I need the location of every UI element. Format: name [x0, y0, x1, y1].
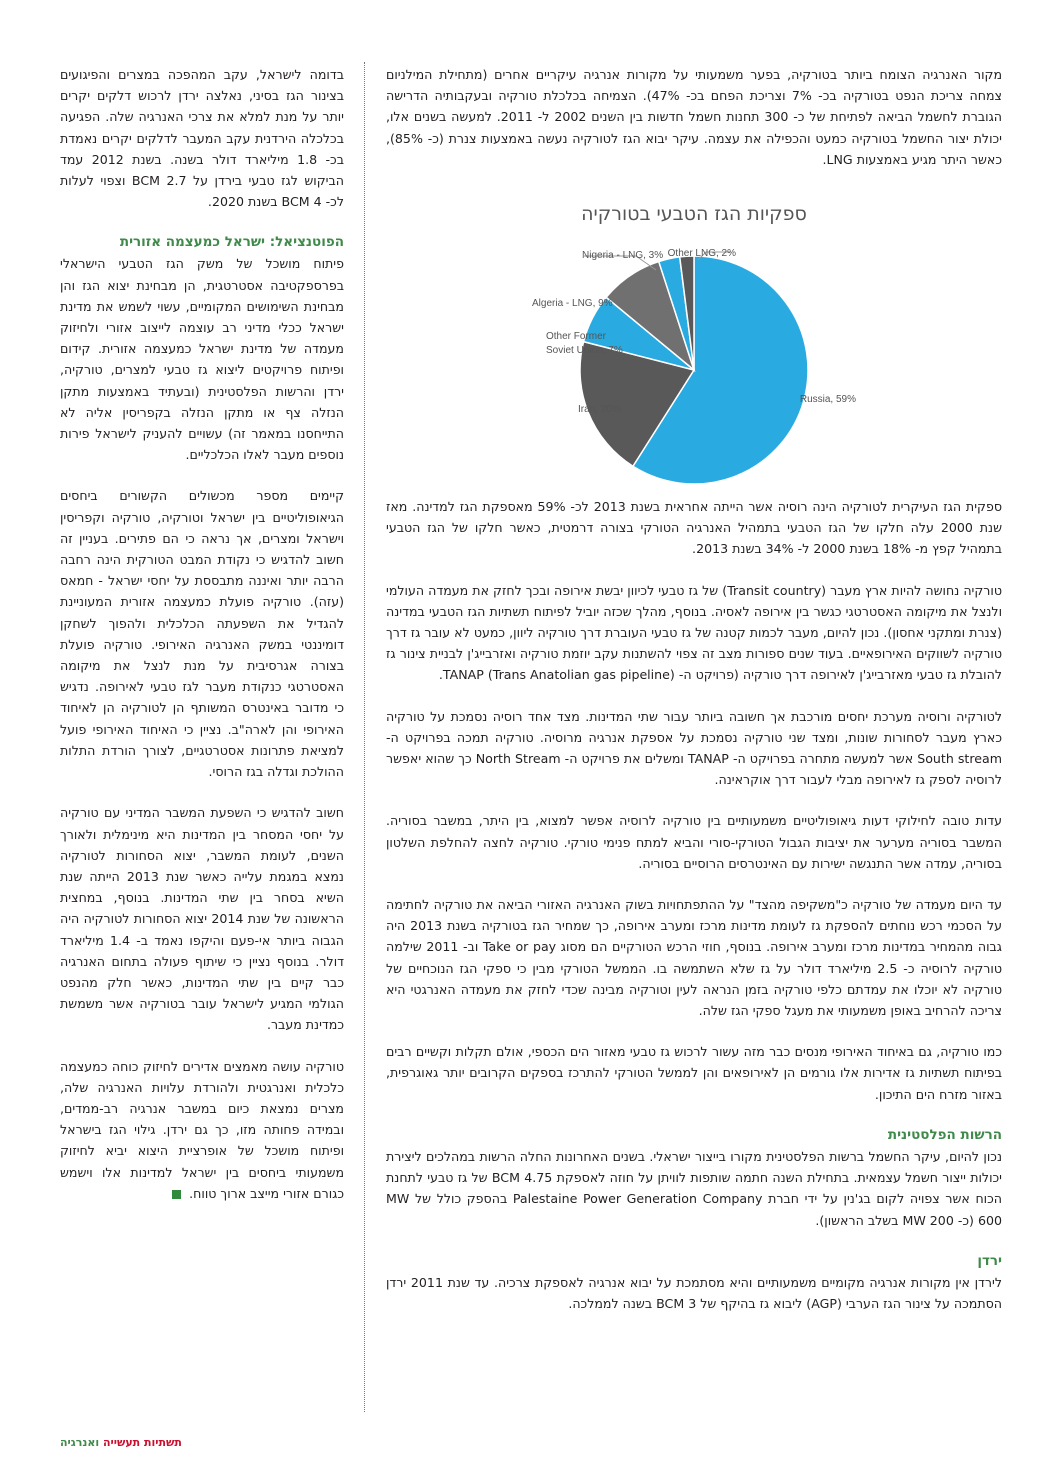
slice-label: Nigeria - LNG, 3%: [582, 250, 664, 262]
pie-chart: [386, 190, 1002, 490]
paragraph: ספקית הגז העיקרית לטורקיה הינה רוסיה אשר הייתה אחראית בשנת 2013 לכ- 59% מאספקת הגז למדינה. מאז שנת 2000 עלה חלקו של הגז הטבעי בתמהיל האנרגיה הטורקי בצורה דרמטית, כאשר חלקו של הגז הטבעי בתמהיל קפץ מ- 18% בשנת 2000 ל- 34% בשנת 2013.: [386, 499, 1002, 557]
paragraph: לירדן אין מקורות אנרגיה מקומיים משמעותיים והיא מסתמכת על יבוא אנרגיה לאספקת צרכיה. עד שנת 2011 ירדן הסתמכה על צינור הגז הערבי (AGP) ליבוא גז בהיקף של BCM 3 בשנה לממלכה.: [386, 1274, 1002, 1311]
paragraph: לטורקיה ורוסיה מערכת יחסים מורכבת אך חשובה ביותר עבור שתי המדינות. מצד אחד רוסיה נסמכת על טורקיה כארץ מעבר לסחורות שונות, ומצד שני טורקיה נסמכת על אספקת אנרגיה מרוסיה. טורקיה תמכה בפרויקט ה- South stream אשר למעשה מתחרה בפרויקט ה- TANAP ומשלים את פרויקט ה- North Stream כך שהוא יאפשר לרוסיה לספק גז לאירופה מבלי לעבור דרך אוקראינה.: [386, 708, 1002, 788]
slice-label: Iran, 20%: [578, 404, 621, 416]
column-separator: [364, 62, 365, 1412]
paragraph: קיימים מספר מכשולים הקשורים ביחסים הגיאופוליטיים בין ישראל וטורקיה, טורקיה וקפריסין וישראל ומצרים, אך נראה כי הם פתירים. בעניין זה חשוב להדגיש כי נקודת המבט הטורקית הינה רחבה הרבה יותר ואיננה מתבססת על יחסי ישראל - חמאס (עזה). טורקיה פועלת כמעצמה אזורית המעוניינת להגדיל את השפעתה הכלכלית ולהפוך לשחקן דומיננטי במשק האנרגיה האירופי. טורקיה פועלת בצורה אגרסיבית על מנת לנצל את מיקומה האסטרטגי כנקודת מעבר לגז טבעי לאירופה. נדגיש כי מדובר באינטרס המשותף הן לטורקיה הן לאיחוד האירופי והן לארה"ב. נציין כי האיחוד האירופי פועל למציאת פתרונות אסטרטגיים, לצורך הורדת התלות ההולכת וגדלה בגז הרוסי.: [60, 488, 344, 780]
section-heading-pa: הרשות הפלסטינית: [887, 1126, 1002, 1143]
paragraph: חשוב להדגיש כי השפעת המשבר המדיני עם טורקיה על יחסי המסחר בין המדינות היא מינימלית ולאורך השנים, לעומת המשבר, יצוא הסחורות לטורקיה נמצא במגמת עלייה כאשר שנת 2013 הייתה שנת השיא בסחר בין שתי המדינות. בנוסף, במחצית הראשונה של שנת 2014 יצוא הסחורות לטורקיה היה הגבוה ביותר אי-פעם והיקפו נאמד ב- 1.4 מיליארד דולר. בנוסף נציין כי שיתוף פעולה בתחום האנרגיה כבר קיים בין שתי המדינות, כאשר חלק מהנפט הגולמי המגיע לישראל עובר בטורקיה אשר משמשת כמדינת מעבר.: [60, 805, 344, 1033]
paragraph: כמו טורקיה, גם באיחוד האירופי מנסים כבר מזה עשור לרכוש גז טבעי מאזור הים הכספי, אולם תקלות וקשיים רבים בפיתוח תשתיות גז אדירות אלו גורמים הן לאירופאים והן לממשל הטורקי להתרכז בספקים הקרובים יותר גאוגרפית, באזור מזרח הים התיכון.: [386, 1044, 1002, 1102]
footer-word-2: תעשייה: [102, 1436, 141, 1449]
slice-label: Other Former Soviet Union, 7%: [546, 331, 623, 357]
chart-title: ספקיות הגז הטבעי בטורקיה: [581, 203, 807, 226]
paragraph: פיתוח מושכל של משק הגז הטבעי הישראלי בפרספקטיבה אסטרטגית, הן מבחינת יצוא הגז והן מבחינת השימושים המקומיים, עשוי לשמש את מדינת ישראל ככלי מדיני רב עוצמה לייצוב אזורי ולחיזוק מעמדה של מדינת ישראל כמעצמה אזורית. קידום ופיתוח פרויקטים ליצוא גז טבעי למצרים, טורקיה, ירדן והרשות הפלסטינית (ובעתיד באמצעות מתקן הנזלה צף או מתקן הנזלה בקפריסין אליה לא התייחסנו במאמר זה) עשויים להעניק לישראל פירות נוספים מעבר לאלו הכלכליים.: [60, 256, 344, 463]
section-heading-jordan: ירדן: [977, 1252, 1002, 1269]
paragraph: בדומה לישראל, עקב המהפכה במצרים והפיגועים בצינור הגז בסיני, נאלצה ירדן לרכוש דלקים יקרים יותר על מנת למלא את צרכי האנרגיה שלה. הפגיעה בכלכלה הירדנית עקב המעבר לדלקים יקרים נאמדת בכ- 1.8 מיליארד דולר בשנה. בשנת 2012 עמד הביקוש לגז טבעי בירדן על BCM 2.7 וצפוי לעלות לכ- BCM 4 בשנת 2020.: [60, 67, 344, 210]
slice-label: Algeria - LNG, 9%: [532, 298, 613, 310]
paragraph: מקור האנרגיה הצומח ביותר בטורקיה, בפער משמעותי על מקורות אנרגיה עיקריים אחרים (מתחילת המילניום צמחה צריכת הנפט בטורקיה בכ- 7% וצריכת הפחם בכ- 47%). הצמיחה בכלכלת טורקיה ובעקבותיה הדרישה הגוברת לחשמל הביאה לפתיחת של כ- 300 תחנות חשמל חדשות בין השנים 2002 ל- 2011. למעשה בשנים אלו, יכולת יצור החשמל בטורקיה כמעט והכפילה את עצמה. עיקר יבוא הגז לטורקיה נעשה באמצעות צנרת (כ- 85%), כאשר היתר מגיע באמצעות LNG.: [386, 67, 1003, 167]
slice-label: Russia, 59%: [799, 394, 856, 406]
paragraph: נכון להיום, עיקר החשמל ברשות הפלסטינית מקורו בייצור ישראלי. בשנים האחרונות החלה הרשות במהלכים ליצירת יכולות ייצור חשמל עצמאית. בתחילת השנה חתמה שותפות לוויתן על חוזה לאספקת BCM 4.75 של גז טבעי לתחנת הכוח אשר צפויה לקום בג'נין על ידי חברת Palestaine Power Generation Company בהספק כולל של MW 600 (כ- MW 200 בשלב הראשון).: [386, 1148, 1002, 1228]
left-column: [60, 64, 344, 1224]
paragraph: עד היום מעמדה של טורקיה כ"משקיפה מהצד" על ההתפתחויות בשוק האנרגיה האזורי הביאה את טורקיה לחתימה על הסכמי רכש נוחתים להספקת גז לעומת מדינות מרכז ומערב אירופה, כך שמחיר הגז בטורקיה בשנת 2013 היה גבוה מהמחיר במדינות מרכז ומערב אירופה. בנוסף, חוזי הרכש הטורקיים הם מסוג Take or pay וב- 2011 שילמה טורקיה לרוסיה כ- 2.5 מיליארד דולר על גז שלא השתמשה בו. הממשל הטורקי מבין כי ספקי הגז הנוכחיים של טורקיה לא יוכלו את עמדתם כלפי טורקיה בזמן הנראה לעין וטורקיה מבינה שכדי לחזק את מעמדה האנרגטי היא צריכה להרחיב באופן משמעותי את מעגל ספקי הגז שלה.: [386, 897, 1002, 1019]
footer-word-3: ואנרגיה: [60, 1436, 100, 1449]
paragraph: עדות טובה לחילוקי דעות גיאופוליטיים משמעותיים בין טורקיה לרוסיה אפשר למצוא, בין היתר, במשבר בסוריה. המשבר בסוריה מערער את יציבות הגבול הטורקי-סורי והביא למתח פנימי טורקי. טורקיה לחצה להחלפת השלטון בסוריה, עמדה אשר התנגשה ישירות עם האינטרסים הרוסיים בסוריה.: [386, 813, 1002, 871]
section-heading-potential: הפוטנציאל: ישראל כמעצמה אזורית: [119, 234, 344, 251]
right-column: [386, 64, 1002, 1334]
slice-label: Other LNG, 2%: [667, 248, 736, 260]
paragraph-text: טורקיה עושה מאמצים אדירים לחיזוק כוחה כמעצמה כלכלית ואנרגטית ולהורדת עלויות האנרגיה שלה, מצרים נמצאת כיום במשבר אנרגיה רב-ממדים, ובמידה פחותה מזו, כך גם ירדן. גילוי הגז בישראל ופיתוח מושכל של אופרציית היצוא יביא לחיזוק משמעותי ביחסים בין ישראל למדינות אלו וישמש כגורם אזורי מייצב ארוך טווח.: [60, 1058, 344, 1201]
footer-brand: [60, 1436, 182, 1449]
end-square-icon: [172, 1190, 181, 1199]
paragraph: טורקיה נחושה להיות ארץ מעבר (Transit country) של גז טבעי לכיוון יבשת אירופה ובכך לחזק את מעמדה העולמי ולנצל את מיקומה האסטרטגי כגשר בין אירופה לאסיה. בנוסף, מהלך שכזה יוביל לפיתוח תשתיות הגז הטבעי במדינה (צנרת ומתקני אחסון). נכון להיום, מעבר לכמות קטנה של גז טבעי העוברת דרך טורקיה ליוון, כמעט לא עובר גז דרך טורקיה לשווקים האירופאיים. בעוד שנים ספורות מצב זה צפוי להשתנות עקב יוזמת טורקיה ואזרבייג'ן לבניית צינור גז להובלת גז טבעי מאזרבייג'ן לאירופה דרך טורקיה (פרויקט ה- TANAP (Trans Anatolian gas pipeline).: [386, 582, 1002, 683]
paragraph-last: [60, 1056, 344, 1204]
pie-chart-svg: [386, 190, 1002, 490]
footer-word-1: תשתיות: [144, 1436, 182, 1449]
